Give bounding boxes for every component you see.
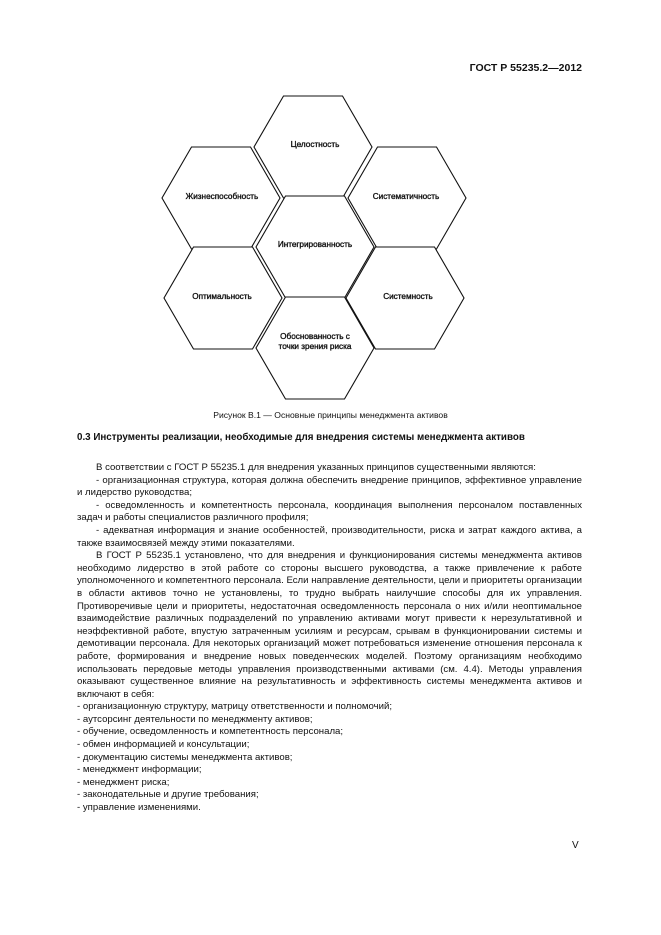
section-body: [77, 462, 582, 815]
hex-label-lower-left: Оптимальность: [192, 292, 252, 301]
intro-list: [77, 475, 582, 551]
document-header: ГОСТ Р 55235.2—2012: [469, 62, 582, 74]
methods-list: [77, 701, 582, 814]
hex-label-bottom: Обоснованность с точки зрения риска: [278, 332, 352, 351]
methods-list-item: - обучение, осведомленность и компетентность персонала;: [77, 726, 344, 738]
methods-list-item: - аутсорсинг деятельности по менеджменту активов;: [77, 713, 313, 725]
methods-list-item: - организационную структуру, матрицу ответственности и полномочий;: [77, 701, 393, 713]
figure-caption: Рисунок В.1 — Основные принципы менеджмента активов: [213, 410, 448, 420]
methods-list-item: - менеджмент информации;: [77, 764, 202, 776]
intro-paragraph: В соответствии с ГОСТ Р 55235.1 для внедрения указанных принципов существенными являются:: [96, 462, 536, 473]
methods-list-item: - менеджмент риска;: [77, 776, 170, 788]
hex-label-lower-right: Системность: [383, 292, 433, 301]
hex-label-upper-right: Систематичность: [372, 192, 440, 201]
methods-list-item: - законодательные и другие требования;: [77, 789, 259, 801]
intro-list-item: - осведомленность и компетентность персонала, координация выполнения персоналом поставленных задач и работы специалистов различного профиля;: [77, 499, 582, 524]
methods-list-item: - документацию системы менеджмента активов;: [77, 751, 293, 763]
intro-list-item: - адекватная информация и знание особенностей, производительности, риска и затрат каждого актива, а также взаимосвязей между этими показателями.: [77, 524, 582, 549]
page-number: V: [572, 840, 579, 851]
hex-label-upper-left: Жизнеспособность: [185, 192, 259, 201]
section-heading: 0.3 Инструменты реализации, необходимые для внедрения системы менеджмента активов: [77, 432, 525, 443]
hex-label-top: Целостность: [290, 140, 340, 149]
methods-list-item: - обмен информацией и консультации;: [77, 739, 250, 751]
main-paragraph: В ГОСТ Р 55235.1 установлено, что для внедрения и функционирования системы менеджмента активов необходимо лидерство в этой работе со стороны высшего руководства, а также привлечение к работе уполномоченного и компетентного персонала. Если направление деятельности, цели и приоритеты организации в области активов точно не установлены, то трудно выбрать наилучшие способы для их управления. Противоречивые цели и приоритеты, недостаточная осведомленность персонала о них и/или неоптимальное взаимодействие различных подразделений по управлению активами могут привести к нерезультативной и неэффективной работе, впустую затраченным усилиям и ресурсам, срывам в функционировании системы и демотивации персонала. Для некоторых организаций может потребоваться изменение отношения персонала к работе, формирования и внедрение новых поведенческих моделей. Поэтому организациям необходимо использовать передовые методы управления производственными активами (см. 4.4). Методы управления оказывают существенное влияние на результативность и эффективность системы менеджмента активов и включают в себя:: [77, 550, 582, 700]
methods-list-item: - управление изменениями.: [77, 802, 201, 814]
hex-label-center: Интегрированность: [277, 240, 353, 249]
intro-list-item: - организационная структура, которая должна обеспечить внедрение принципов, эффективное управление и лидерство руководства;: [77, 474, 582, 499]
